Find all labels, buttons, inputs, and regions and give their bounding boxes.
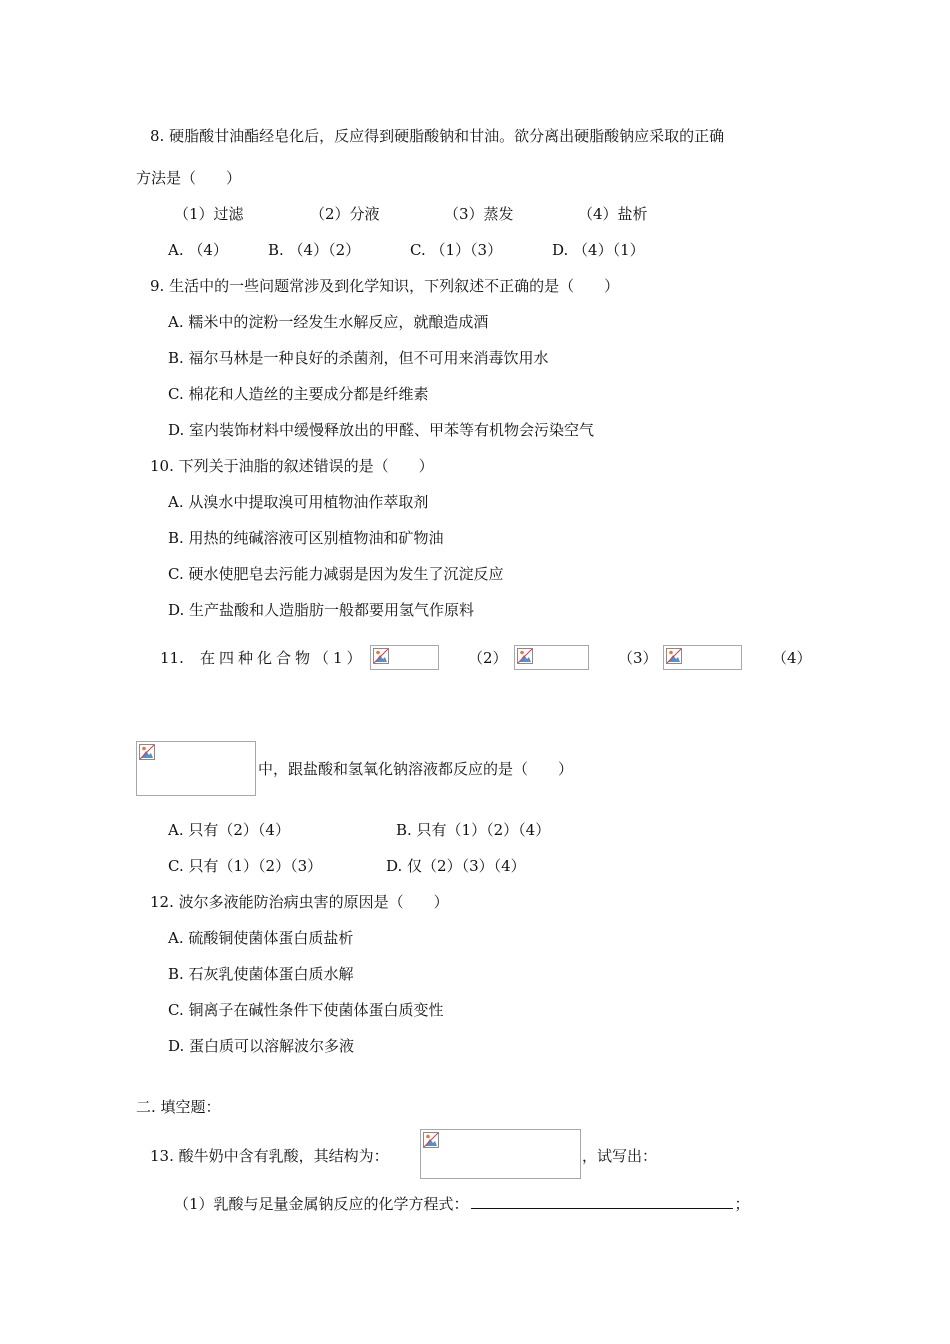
q10-option-a: A. 从溴水中提取溴可用植物油作萃取剂 — [168, 493, 429, 511]
q10-option-c: C. 硬水使肥皂去污能力减弱是因为发生了沉淀反应 — [168, 565, 504, 583]
q13-stem-tail: ，试写出： — [582, 1147, 658, 1165]
q8-method-4: （4）盐析 — [578, 205, 648, 223]
q11-option-d: D. 仅（2）（3）（4） — [386, 857, 526, 875]
q11-number: 11. — [160, 649, 184, 667]
q12-stem: 12. 波尔多液能防治病虫害的原因是（ ） — [150, 893, 449, 911]
section-title-fill-in: 二. 填空题： — [136, 1098, 221, 1116]
q12-option-a: A. 硫酸铜使菌体蛋白质盐析 — [168, 929, 354, 947]
compound-3-image — [663, 645, 742, 670]
q9-option-b: B. 福尔马林是一种良好的杀菌剂，但不可用来消毒饮用水 — [168, 349, 549, 367]
q9-option-a: A. 糯米中的淀粉一经发生水解反应，就酿造成酒 — [168, 313, 489, 331]
q8-option-c: C. （1）（3） — [410, 241, 503, 259]
q8-stem-line1: 8. 硬脂酸甘油酯经皂化后，反应得到硬脂酸钠和甘油。欲分离出硬脂酸钠应采取的正确 — [150, 127, 725, 145]
q12-option-b: B. 石灰乳使菌体蛋白质水解 — [168, 965, 354, 983]
q10-stem: 10. 下列关于油脂的叙述错误的是（ ） — [150, 457, 434, 475]
q8-stem-line2: 方法是（ ） — [136, 169, 242, 187]
broken-image-icon — [139, 744, 155, 760]
q13-sub1-answer-blank[interactable] — [471, 1194, 733, 1209]
q11-marker-4: （4） — [772, 649, 812, 667]
q9-option-d: D. 室内装饰材料中缓慢释放出的甲醛、甲苯等有机物会污染空气 — [168, 421, 595, 439]
q12-option-d: D. 蛋白质可以溶解波尔多液 — [168, 1037, 355, 1055]
lactic-acid-structure-image — [420, 1129, 581, 1179]
broken-image-icon — [517, 648, 533, 664]
q12-option-c: C. 铜离子在碱性条件下使菌体蛋白质变性 — [168, 1001, 444, 1019]
broken-image-icon — [373, 648, 389, 664]
q8-option-b: B. （4）（2） — [268, 241, 361, 259]
q8-method-3: （3）蒸发 — [444, 205, 514, 223]
q9-stem: 9. 生活中的一些问题常涉及到化学知识，下列叙述不正确的是（ ） — [150, 277, 620, 295]
q8-option-a: A. （4） — [168, 241, 228, 259]
q10-option-d: D. 生产盐酸和人造脂肪一般都要用氢气作原料 — [168, 601, 475, 619]
q11-marker-3: （3） — [618, 649, 658, 667]
q13-stem-lead: 13. 酸牛奶中含有乳酸，其结构为： — [150, 1147, 389, 1165]
broken-image-icon — [423, 1132, 439, 1148]
q8-method-2: （2）分液 — [310, 205, 380, 223]
q11-option-c: C. 只有（1）（2）（3） — [168, 857, 323, 875]
q11-option-a: A. 只有（2）（4） — [168, 821, 290, 839]
q11-stem-tail: 中，跟盐酸和氢氧化钠溶液都反应的是（ ） — [258, 760, 574, 778]
q11-marker-2: （2） — [468, 649, 508, 667]
q13-sub1 — [174, 1194, 750, 1214]
q8-option-d: D. （4）（1） — [552, 241, 645, 259]
broken-image-icon — [666, 648, 682, 664]
q10-option-b: B. 用热的纯碱溶液可区别植物油和矿物油 — [168, 529, 444, 547]
compound-4-image — [136, 741, 256, 796]
q13-sub1-text: （1）乳酸与足量金属钠反应的化学方程式： — [174, 1195, 469, 1213]
q9-option-c: C. 棉花和人造丝的主要成分都是纤维素 — [168, 385, 429, 403]
compound-2-image — [514, 645, 589, 670]
q11-option-b: B. 只有（1）（2）（4） — [396, 821, 551, 839]
compound-1-image — [370, 645, 439, 670]
q11-lead: 在四种化合物（1） — [200, 649, 366, 667]
q13-sub1-end: ； — [734, 1195, 750, 1213]
q8-method-1: （1）过滤 — [174, 205, 244, 223]
